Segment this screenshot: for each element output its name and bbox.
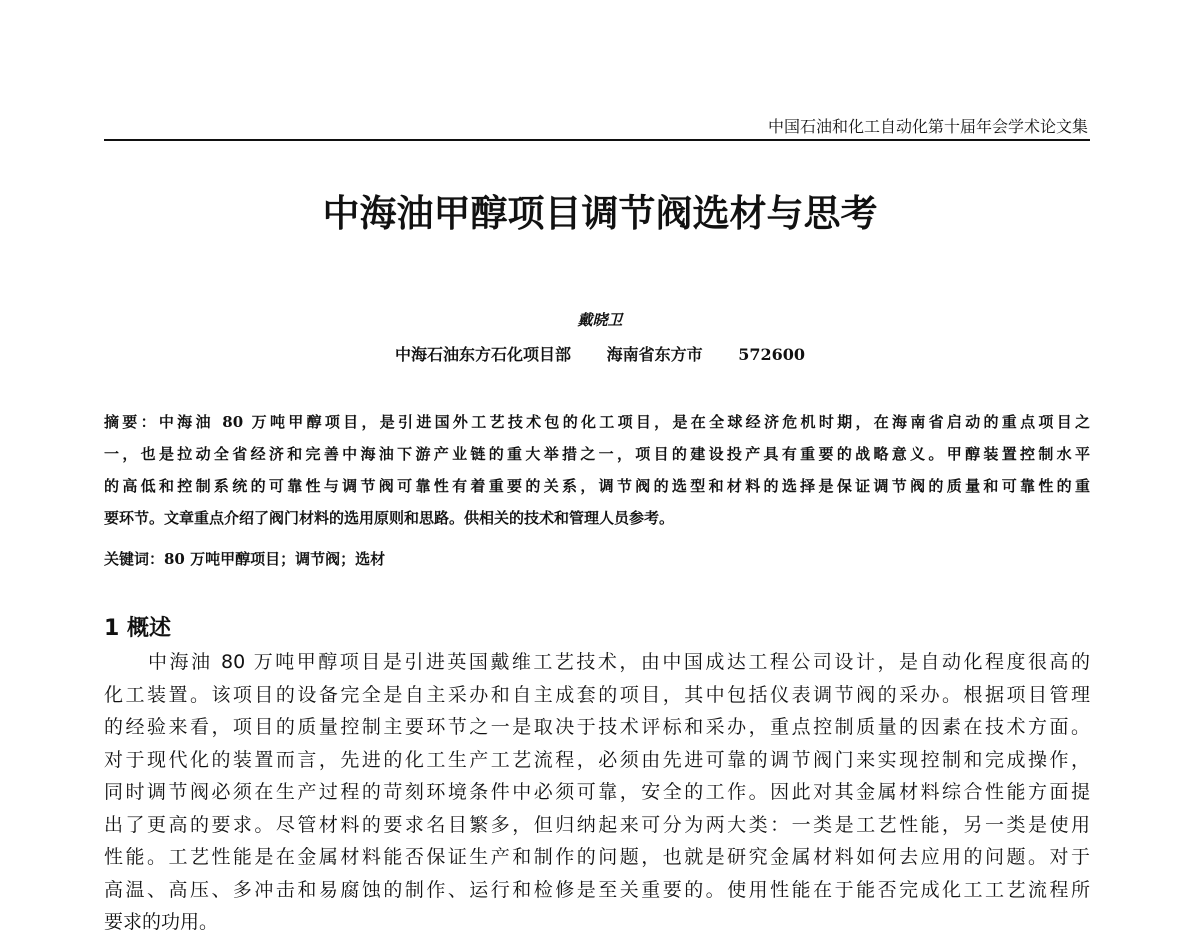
body-line: 同时调节阀必须在生产过程的苛刻环境条件中必须可靠，安全的工作。因此对其金属材料综合性能方面提 xyxy=(104,781,1090,803)
abstract-line: 一，也是拉动全省经济和完善中海油下游产业链的重大举措之一，项目的建设投产具有重要的战略意义。甲醇装置控制水平 xyxy=(104,445,1090,463)
body-line: 的经验来看，项目的质量控制主要环节之一是取决于技术评标和采办，重点控制质量的因素在技术方面。 xyxy=(104,716,1090,738)
paper-title: 中海油甲醇项目调节阀选材与思考 xyxy=(322,192,878,235)
abstract xyxy=(104,406,1090,534)
section-heading: 1 概述 xyxy=(104,616,171,641)
abstract-label: 摘要： xyxy=(104,413,159,431)
affiliation-org: 中海石油东方石化项目部 xyxy=(395,345,572,364)
abstract-line: 的高低和控制系统的可靠性与调节阀可靠性有着重要的关系，调节阀的选型和材料的选择是保证调节阀的质量和可靠性的重 xyxy=(104,477,1090,495)
header-rule xyxy=(104,139,1090,141)
section-body xyxy=(104,646,1090,939)
affiliation-location: 海南省东方市 xyxy=(606,345,703,364)
body-line: 性能。工艺性能是在金属材料能否保证生产和制作的问题，也就是研究金属材料如何去应用的问题。对于 xyxy=(104,846,1090,868)
running-head: 中国石油和化工自动化第十届年会学术论文集 xyxy=(767,117,1088,136)
body-line: 中海油 80 万吨甲醇项目是引进英国戴维工艺技术，由中国成达工程公司设计，是自动化程度很高的 xyxy=(148,651,1090,673)
body-line: 要求的功用。 xyxy=(104,911,219,933)
body-line: 化工装置。该项目的设备完全是自主采办和自主成套的项目，其中包括仪表调节阀的采办。根据项目管理 xyxy=(104,683,1090,706)
affiliation-postcode: 572600 xyxy=(738,345,805,364)
body-line: 高温、高压、多冲击和易腐蚀的制作、运行和检修是至关重要的。使用性能在于能否完成化工工艺流程所 xyxy=(104,878,1090,901)
affiliation xyxy=(0,342,1200,365)
keywords: 关键词：80 万吨甲醇项目；调节阀；选材 xyxy=(104,550,386,568)
abstract-line: 要环节。文章重点介绍了阀门材料的选用原则和思路。供相关的技术和管理人员参考。 xyxy=(104,509,675,527)
body-line: 出了更高的要求。尽管材料的要求名目繁多，但归纳起来可分为两大类：一类是工艺性能，另一类是使用 xyxy=(104,813,1090,836)
author-name: 戴晓卫 xyxy=(577,311,623,329)
body-line: 对于现代化的装置而言，先进的化工生产工艺流程，必须由先进可靠的调节阀门来实现控制和完成操作， xyxy=(104,748,1090,771)
abstract-line: 摘要：中海油 80 万吨甲醇项目，是引进国外工艺技术包的化工项目，是在全球经济危机时期，在海南省启动的重点项目之 xyxy=(104,413,1090,431)
